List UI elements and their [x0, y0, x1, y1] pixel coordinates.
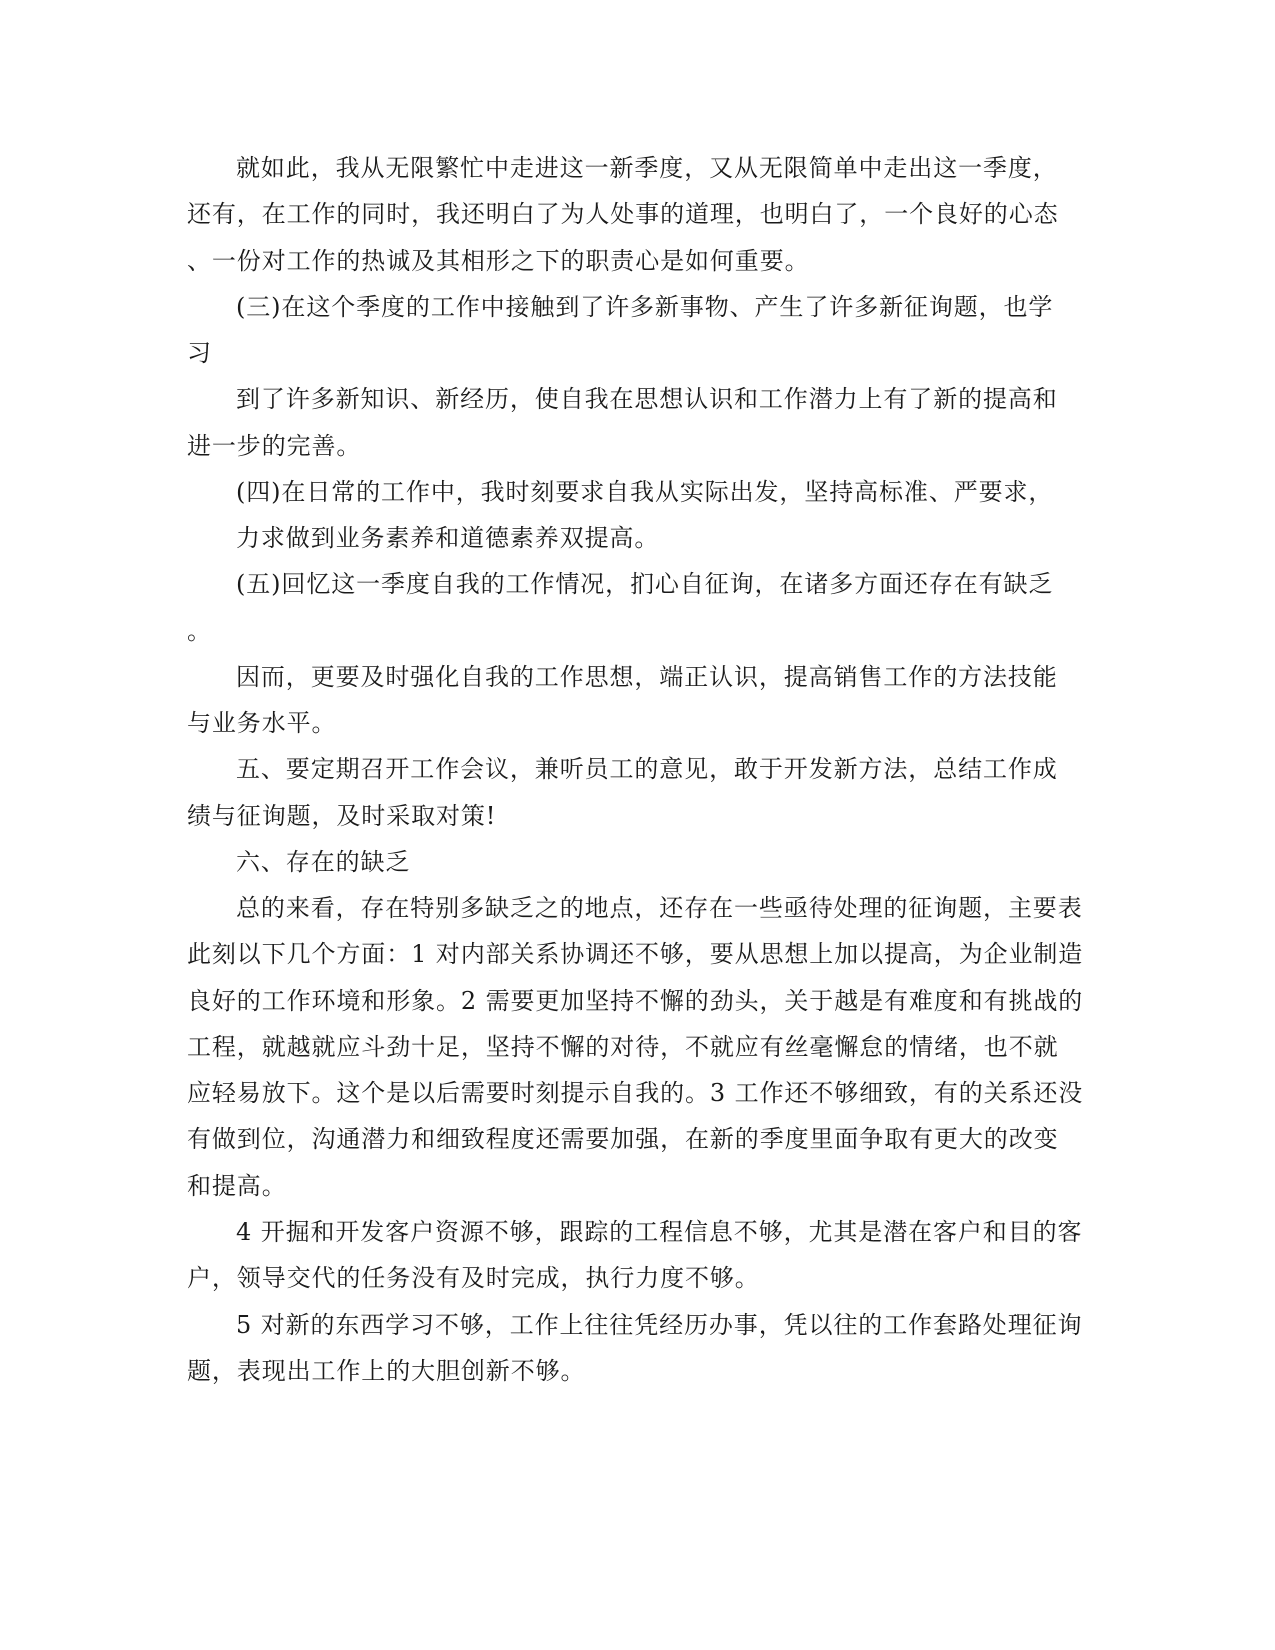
text-line: 4 开掘和开发客户资源不够，跟踪的工程信息不够，尤其是潜在客户和目的客 — [236, 1218, 1083, 1246]
section-heading: 六、存在的缺乏 — [236, 848, 411, 876]
text-line: 户，领导交代的任务没有及时完成，执行力度不够。 — [187, 1264, 760, 1292]
text-line: 总的来看，存在特别多缺乏之的地点，还存在一些亟待处理的征询题，主要表 — [236, 894, 1083, 922]
text-line: 习 — [187, 339, 212, 367]
text-line: (四)在日常的工作中，我时刻要求自我从实际出发，坚持高标准、严要求， — [236, 478, 1054, 506]
text-line: 就如此，我从无限繁忙中走进这一新季度，又从无限简单中走出这一季度， — [236, 154, 1058, 182]
text-line: 还有，在工作的同时，我还明白了为人处事的道理，也明白了，一个良好的心态 — [187, 200, 1059, 228]
text-line: 5 对新的东西学习不够，工作上往往凭经历办事，凭以往的工作套路处理征询 — [236, 1311, 1083, 1339]
text-line: 此刻以下几个方面：1 对内部关系协调还不够，要从思想上加以提高，为企业制造 — [187, 940, 1084, 968]
text-line: (五)回忆这一季度自我的工作情况，扪心自征询，在诸多方面还存在有缺乏 — [236, 570, 1054, 598]
text-line: 五、要定期召开工作会议，兼听员工的意见，敢于开发新方法，总结工作成 — [236, 755, 1058, 783]
text-line: 良好的工作环境和形象。2 需要更加坚持不懈的劲头，关于越是有难度和有挑战的 — [187, 987, 1084, 1015]
text-line: 和提高。 — [187, 1172, 287, 1200]
text-line: 因而，更要及时强化自我的工作思想，端正认识，提高销售工作的方法技能 — [236, 663, 1058, 691]
text-line: 与业务水平。 — [187, 709, 337, 737]
text-line: 有做到位，沟通潜力和细致程度还需要加强，在新的季度里面争取有更大的改变 — [187, 1125, 1059, 1153]
text-line: 力求做到业务素养和道德素养双提高。 — [236, 524, 660, 552]
text-line: 工程，就越就应斗劲十足，坚持不懈的对待，不就应有丝毫懈怠的情绪，也不就 — [187, 1033, 1059, 1061]
text-line: 、一份对工作的热诚及其相形之下的职责心是如何重要。 — [187, 247, 810, 275]
text-line: 进一步的完善。 — [187, 432, 362, 460]
text-line: 题，表现出工作上的大胆创新不够。 — [187, 1357, 586, 1385]
text-line: 绩与征询题，及时采取对策! — [187, 802, 497, 830]
text-line: 到了许多新知识、新经历，使自我在思想认识和工作潜力上有了新的提高和 — [236, 385, 1058, 413]
text-line: 应轻易放下。这个是以后需要时刻提示自我的。3 工作还不够细致，有的关系还没 — [187, 1079, 1084, 1107]
text-line: 。 — [187, 617, 212, 645]
text-line: (三)在这个季度的工作中接触到了许多新事物、产生了许多新征询题，也学 — [236, 293, 1054, 321]
